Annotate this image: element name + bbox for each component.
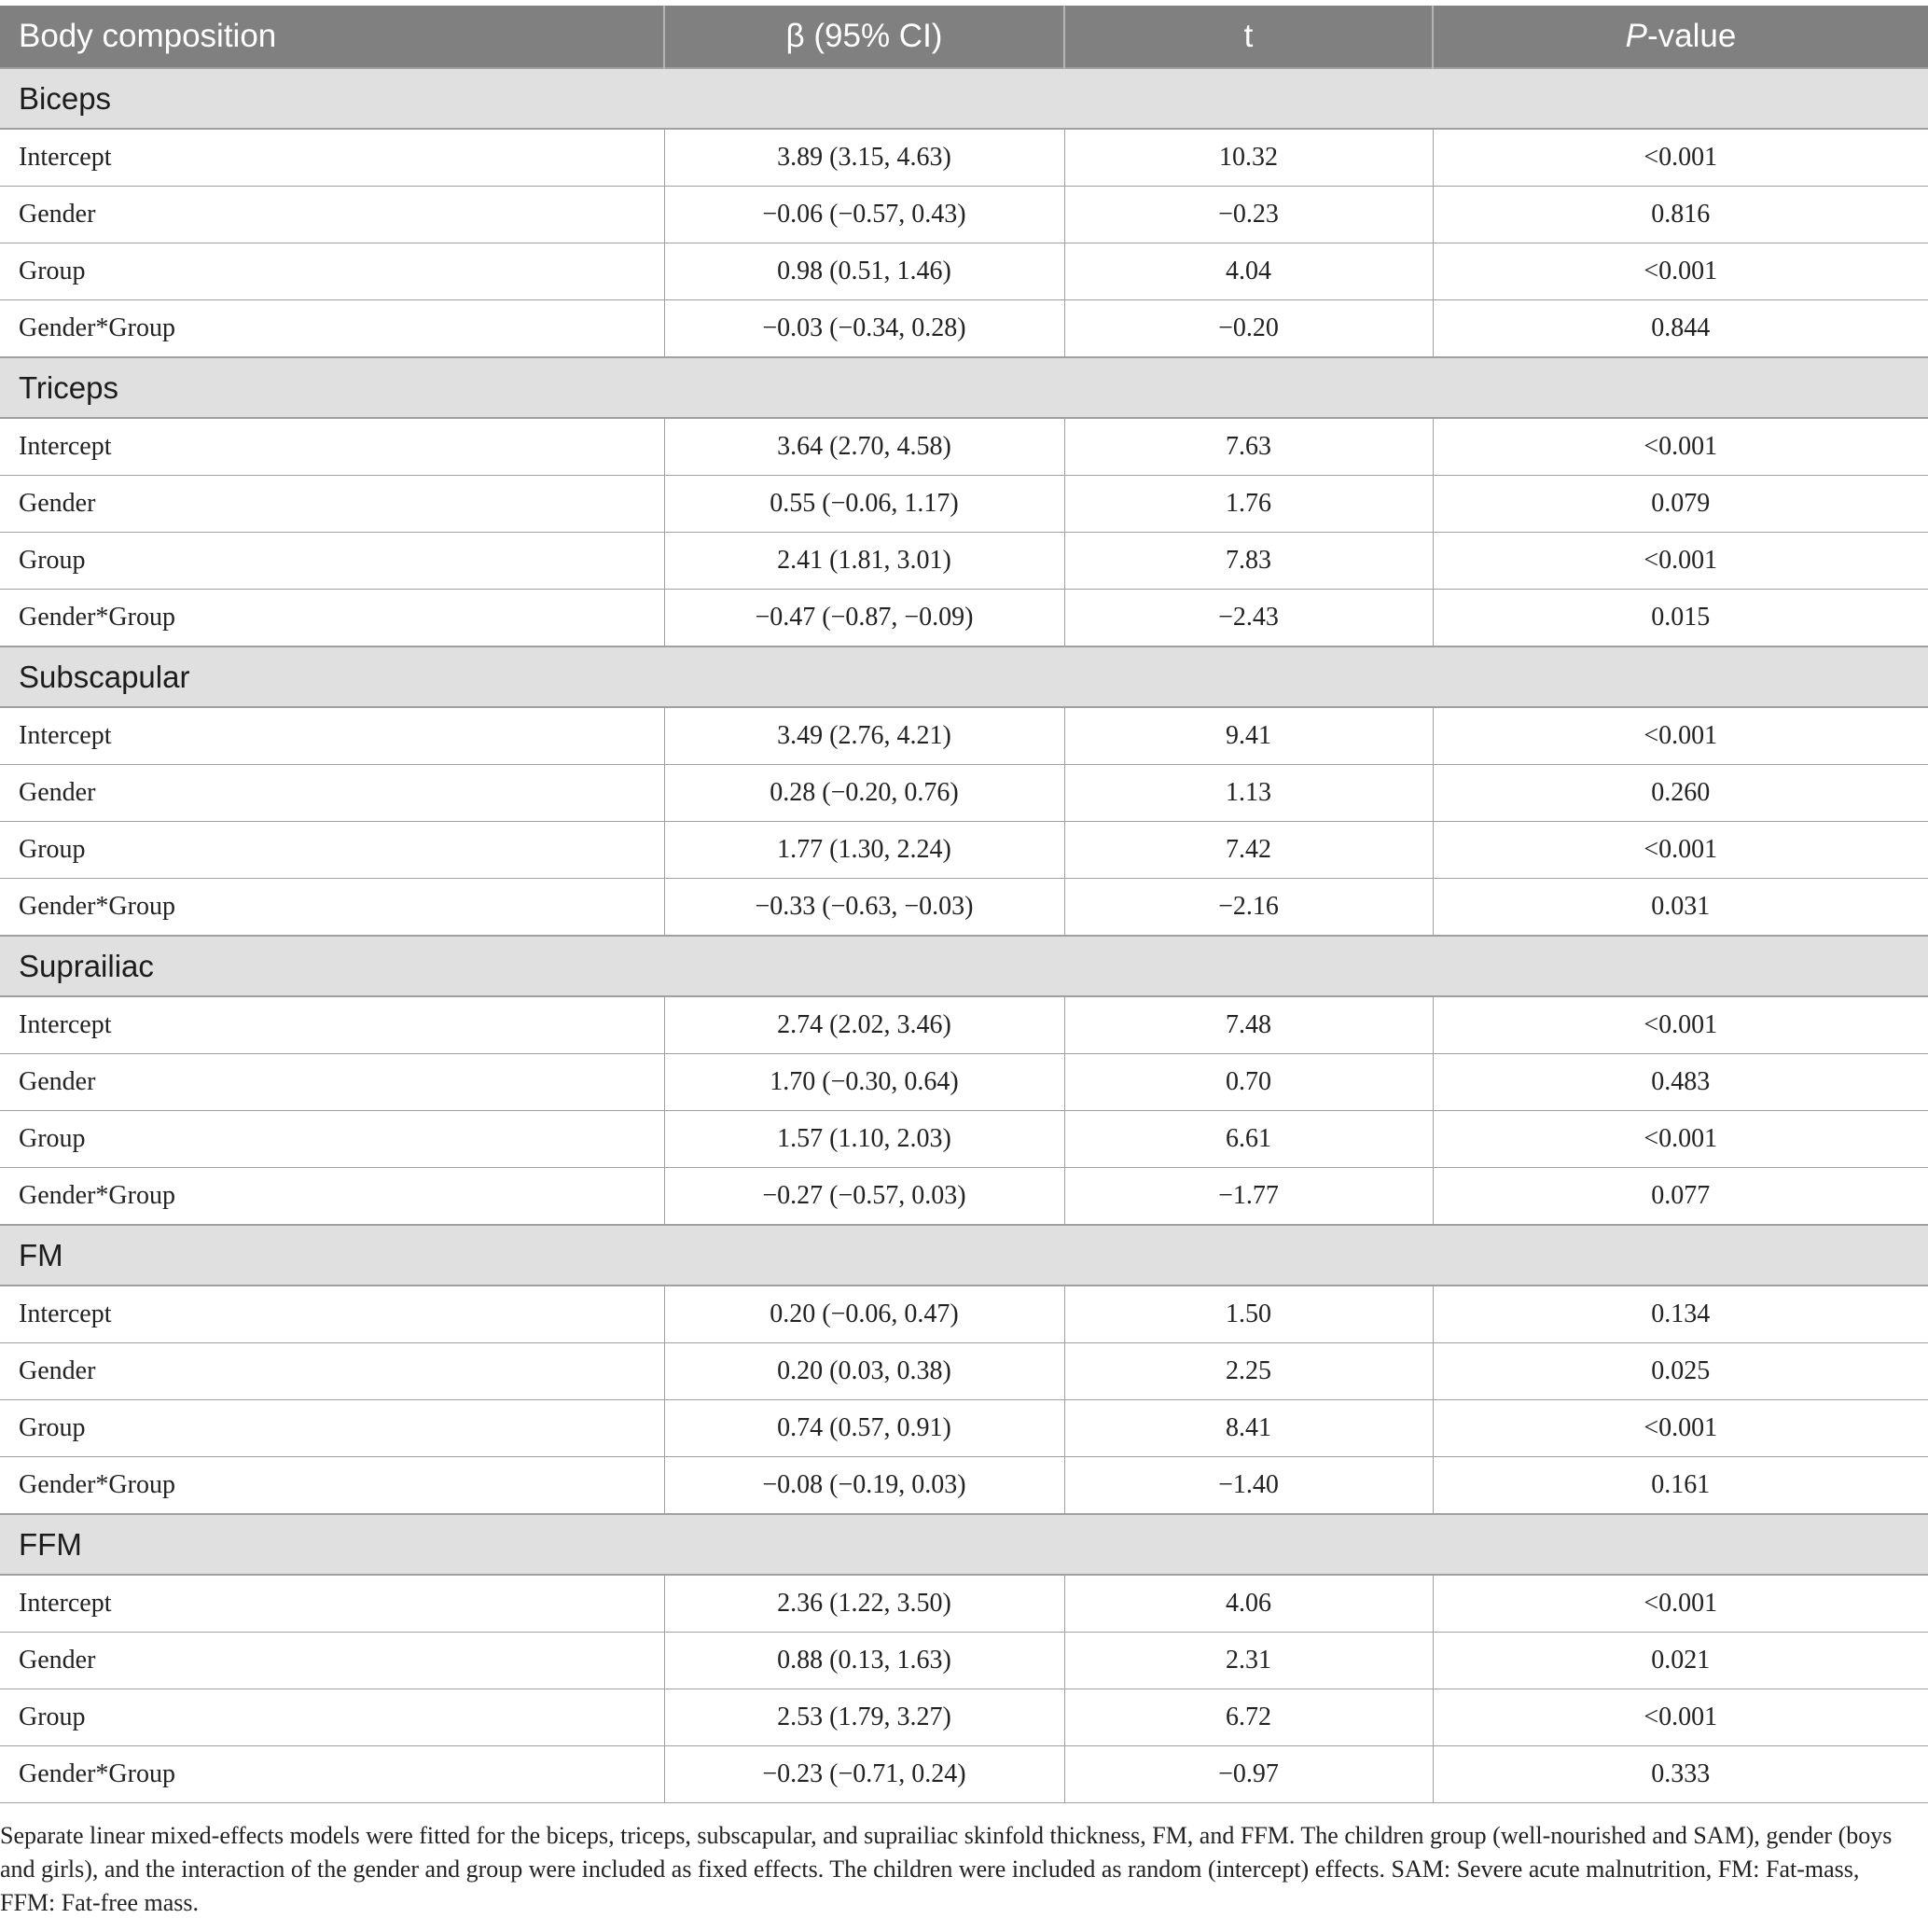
cell-variable: Gender*Group [0,590,664,647]
cell-variable: Group [0,243,664,300]
cell-t: 1.13 [1064,765,1433,822]
cell-p-value: 0.816 [1433,187,1928,243]
cell-beta-ci: −0.47 (−0.87, −0.09) [664,590,1064,647]
cell-p-value: 0.079 [1433,476,1928,533]
cell-variable: Gender [0,1054,664,1111]
cell-beta-ci: 1.57 (1.10, 2.03) [664,1111,1064,1168]
cell-beta-ci: 1.70 (−0.30, 0.64) [664,1054,1064,1111]
cell-t: 8.41 [1064,1400,1433,1457]
cell-p-value: 0.134 [1433,1286,1928,1343]
table-row [0,1111,1928,1168]
cell-beta-ci: −0.08 (−0.19, 0.03) [664,1457,1064,1515]
cell-p-value: <0.001 [1433,129,1928,187]
cell-beta-ci: −0.23 (−0.71, 0.24) [664,1746,1064,1803]
cell-p-value: 0.333 [1433,1746,1928,1803]
cell-t: 4.06 [1064,1575,1433,1633]
cell-t: −1.77 [1064,1168,1433,1226]
table-row [0,1633,1928,1689]
cell-variable: Intercept [0,418,664,476]
cell-p-value: <0.001 [1433,1400,1928,1457]
cell-t: 1.50 [1064,1286,1433,1343]
cell-variable: Gender [0,1633,664,1689]
table-row [0,822,1928,879]
table-row [0,243,1928,300]
cell-t: 4.04 [1064,243,1433,300]
table-body [0,68,1928,1803]
section-title: Suprailiac [0,936,1928,996]
table-row [0,707,1928,765]
header-body-composition: Body composition [0,6,664,68]
cell-beta-ci: −0.27 (−0.57, 0.03) [664,1168,1064,1226]
cell-t: 7.42 [1064,822,1433,879]
cell-p-value: <0.001 [1433,822,1928,879]
cell-t: 1.76 [1064,476,1433,533]
table-row [0,418,1928,476]
table-row [0,1746,1928,1803]
cell-variable: Group [0,822,664,879]
cell-t: −1.40 [1064,1457,1433,1515]
table-row [0,129,1928,187]
section-title: Triceps [0,357,1928,418]
cell-variable: Gender [0,765,664,822]
cell-beta-ci: 0.98 (0.51, 1.46) [664,243,1064,300]
cell-p-value: 0.483 [1433,1054,1928,1111]
cell-beta-ci: 3.89 (3.15, 4.63) [664,129,1064,187]
cell-p-value: 0.077 [1433,1168,1928,1226]
cell-beta-ci: 0.55 (−0.06, 1.17) [664,476,1064,533]
cell-beta-ci: −0.06 (−0.57, 0.43) [664,187,1064,243]
section-title: FFM [0,1514,1928,1575]
cell-p-value: 0.844 [1433,300,1928,358]
cell-variable: Gender*Group [0,879,664,937]
cell-variable: Group [0,1689,664,1746]
cell-p-value: <0.001 [1433,707,1928,765]
cell-t: 9.41 [1064,707,1433,765]
table-row [0,1575,1928,1633]
table-row [0,187,1928,243]
header-p-rest: -value [1647,18,1737,54]
cell-variable: Group [0,533,664,590]
table-row [0,1286,1928,1343]
section-row [0,68,1928,129]
cell-p-value: <0.001 [1433,1111,1928,1168]
table-row [0,879,1928,937]
cell-beta-ci: 3.64 (2.70, 4.58) [664,418,1064,476]
cell-t: 7.48 [1064,996,1433,1054]
cell-p-value: <0.001 [1433,243,1928,300]
cell-beta-ci: 0.74 (0.57, 0.91) [664,1400,1064,1457]
cell-p-value: 0.031 [1433,879,1928,937]
header-beta-ci: β (95% CI) [664,6,1064,68]
section-title: Subscapular [0,646,1928,707]
table-row [0,1343,1928,1400]
cell-p-value: 0.260 [1433,765,1928,822]
cell-beta-ci: 2.41 (1.81, 3.01) [664,533,1064,590]
section-row [0,1225,1928,1286]
cell-beta-ci: 2.36 (1.22, 3.50) [664,1575,1064,1633]
cell-p-value: <0.001 [1433,533,1928,590]
cell-variable: Gender*Group [0,1168,664,1226]
cell-beta-ci: 0.88 (0.13, 1.63) [664,1633,1064,1689]
cell-variable: Gender [0,187,664,243]
header-row [0,6,1928,68]
cell-t: −2.43 [1064,590,1433,647]
header-p-italic: P [1625,18,1648,54]
table-row [0,1168,1928,1226]
table-row [0,1689,1928,1746]
cell-beta-ci: −0.33 (−0.63, −0.03) [664,879,1064,937]
cell-beta-ci: 0.28 (−0.20, 0.76) [664,765,1064,822]
header-t: t [1064,6,1433,68]
cell-beta-ci: 2.53 (1.79, 3.27) [664,1689,1064,1746]
cell-t: 2.31 [1064,1633,1433,1689]
cell-p-value: <0.001 [1433,1689,1928,1746]
results-table-container [0,6,1928,1803]
cell-variable: Group [0,1400,664,1457]
cell-p-value: 0.021 [1433,1633,1928,1689]
section-title: FM [0,1225,1928,1286]
cell-beta-ci: 1.77 (1.30, 2.24) [664,822,1064,879]
cell-t: −0.97 [1064,1746,1433,1803]
table-row [0,1400,1928,1457]
cell-t: 2.25 [1064,1343,1433,1400]
table-row [0,476,1928,533]
cell-p-value: 0.015 [1433,590,1928,647]
cell-variable: Gender [0,476,664,533]
table-header [0,6,1928,68]
cell-beta-ci: 2.74 (2.02, 3.46) [664,996,1064,1054]
table-row [0,1054,1928,1111]
table-row [0,590,1928,647]
cell-variable: Intercept [0,1575,664,1633]
results-table [0,6,1928,1803]
cell-variable: Intercept [0,996,664,1054]
cell-variable: Gender*Group [0,1746,664,1803]
cell-t: 6.61 [1064,1111,1433,1168]
cell-p-value: <0.001 [1433,418,1928,476]
table-row [0,533,1928,590]
cell-t: 7.83 [1064,533,1433,590]
cell-variable: Intercept [0,129,664,187]
table-row [0,300,1928,358]
cell-p-value: <0.001 [1433,1575,1928,1633]
table-row [0,1457,1928,1515]
table-row [0,765,1928,822]
table-row [0,996,1928,1054]
section-row [0,646,1928,707]
section-row [0,1514,1928,1575]
cell-variable: Gender [0,1343,664,1400]
cell-p-value: 0.161 [1433,1457,1928,1515]
cell-t: −0.23 [1064,187,1433,243]
cell-t: 7.63 [1064,418,1433,476]
cell-variable: Gender*Group [0,1457,664,1515]
cell-beta-ci: 3.49 (2.76, 4.21) [664,707,1064,765]
cell-t: 6.72 [1064,1689,1433,1746]
cell-beta-ci: 0.20 (−0.06, 0.47) [664,1286,1064,1343]
cell-variable: Intercept [0,1286,664,1343]
cell-t: −2.16 [1064,879,1433,937]
cell-p-value: 0.025 [1433,1343,1928,1400]
cell-t: −0.20 [1064,300,1433,358]
cell-p-value: <0.001 [1433,996,1928,1054]
cell-t: 10.32 [1064,129,1433,187]
cell-beta-ci: 0.20 (0.03, 0.38) [664,1343,1064,1400]
cell-variable: Gender*Group [0,300,664,358]
table-footnote: Separate linear mixed-effects models were fitted for the biceps, triceps, subscapular, and suprailiac skinfold thickness, FM, and FFM. The children group (well-nourished and SAM), gender (boys and girls), and the interaction of the gender and group were included as fixed effects. The children were included as random (intercept) effects. SAM: Severe acute malnutrition, FM: Fat-mass, FFM: Fat-free mass. [0,1822,1893,1916]
section-row [0,357,1928,418]
section-row [0,936,1928,996]
header-p-value [1433,6,1928,68]
cell-variable: Group [0,1111,664,1168]
cell-beta-ci: −0.03 (−0.34, 0.28) [664,300,1064,358]
cell-t: 0.70 [1064,1054,1433,1111]
cell-variable: Intercept [0,707,664,765]
section-title: Biceps [0,68,1928,129]
